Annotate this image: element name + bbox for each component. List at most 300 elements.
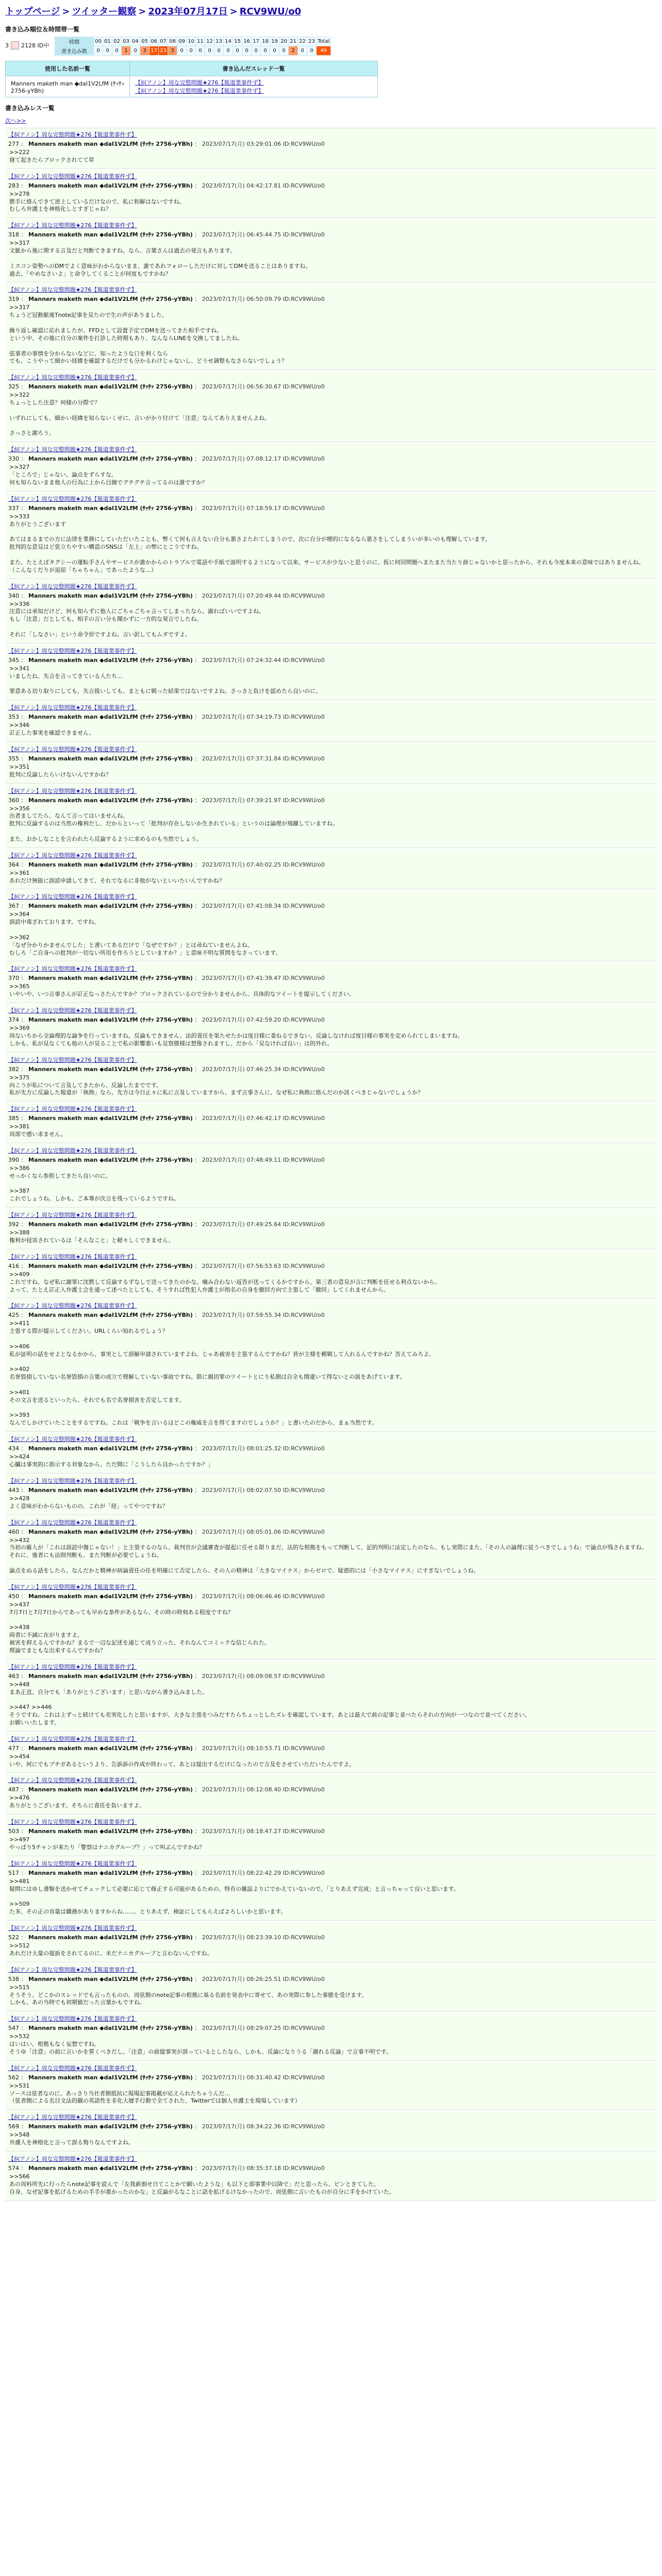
post-thread-link[interactable]: 【糾アノン】周な完整問題★276【報道業事件ず】	[8, 1253, 137, 1260]
post-number: 574	[8, 2164, 19, 2172]
post-author: Manners maketh man ◆daI1V2LfM (ｻｯｻｯ 2756-yYBh)	[28, 1065, 193, 1073]
count-cell: 0	[177, 46, 187, 56]
post-thread-link[interactable]: 【糾アノン】周な完整問題★276【報道業事件ず】	[8, 1860, 137, 1867]
post-body: >>369 周ないちから全論理的な論争を行っていますね。反論もできません。法的責任を果たせたかは度目様に委ねるできない。反論しなければ度目様の事実を定められてしまいますね。 しかも、私が見なくても他の人が見ることで私の影響悪いも見察態様は想像されますし、だから「見なければ良い」は的外れ。	[9, 1025, 464, 1047]
hour-cell: 09	[177, 37, 187, 46]
post-date: 2023/07/17(月) 07:46:42.17 ID:RCV9WU/o0	[202, 1115, 325, 1122]
hour-cell: 17	[252, 37, 261, 46]
post-author: Manners maketh man ◆daI1V2LfM (ｻｯｻｯ 2756-yYBh)	[28, 2074, 193, 2081]
post-number: 569	[8, 2123, 19, 2130]
hourly-row-label: 時間	[55, 37, 94, 46]
post-author: Manners maketh man ◆daI1V2LfM (ｻｯｻｯ 2756-yYBh)	[28, 975, 193, 982]
post-thread-link[interactable]: 【糾アノン】周な完整問題★276【報道業事件ず】	[8, 1819, 137, 1826]
post-header: 487 ： Manners maketh man ◆daI1V2LfM (ｻｯｻｯ 2756-yYBh) ： 2023/07/17(月) 08:12:08.40 ID:RCV9WU/o0	[8, 1786, 325, 1793]
post-header: 337 ： Manners maketh man ◆daI1V2LfM (ｻｯｻｯ 2756-yYBh) ： 2023/07/17(月) 07:18:59.17 ID:RCV9WU/o0	[8, 504, 325, 512]
breadcrumb-date-link[interactable]: 2023年07月17日	[148, 6, 228, 17]
thread-link[interactable]: 【糾アノン】周な完整問題★276【報道業事件ず】	[135, 88, 264, 94]
post-number: 345	[8, 656, 19, 664]
hour-cell: 15	[233, 37, 242, 46]
post-author: Manners maketh man ◆daI1V2LfM (ｻｯｻｯ 2756-yYBh)	[28, 1786, 193, 1793]
breadcrumb-separator: >	[138, 6, 146, 17]
post-date: 2023/07/17(月) 07:37:31.84 ID:RCV9WU/o0	[202, 755, 325, 762]
post-header: 477 ： Manners maketh man ◆daI1V2LfM (ｻｯｻｯ 2756-yYBh) ： 2023/07/17(月) 08:10:53.71 ID:RCV9WU/o0	[8, 1744, 325, 1752]
post-header: 370 ： Manners maketh man ◆daI1V2LfM (ｻｯｻｯ 2756-yYBh) ： 2023/07/17(月) 07:41:39.47 ID:RCV9WU/o0	[8, 975, 325, 982]
count-cell: 17	[150, 46, 159, 56]
hourly-summary	[5, 37, 657, 56]
post	[5, 1144, 657, 1208]
post-date: 2023/07/17(月) 07:39:21.97 ID:RCV9WU/o0	[202, 796, 325, 804]
post-date: 2023/07/17(月) 07:40:02.25 ID:RCV9WU/o0	[202, 861, 325, 868]
post-header: 283 ： Manners maketh man ◆daI1V2LfM (ｻｯｻｯ 2756-yYBh) ： 2023/07/17(月) 04:42:17.81 ID:RCV9WU/o0	[8, 182, 325, 189]
post	[5, 443, 657, 492]
post-thread-link[interactable]: 【糾アノン】周な完整問題★276【報道業事件ず】	[8, 745, 137, 753]
count-cell: 0	[307, 46, 317, 56]
post-thread-link[interactable]: 【糾アノン】周な完整問題★276【報道業事件ず】	[8, 2114, 137, 2121]
post-number: 503	[8, 1828, 19, 1835]
count-cell: 0	[103, 46, 112, 56]
count-cell: 49	[317, 46, 331, 56]
post-author: Manners maketh man ◆daI1V2LfM (ｻｯｻｯ 2756-yYBh)	[28, 592, 193, 599]
count-cell: 0	[233, 46, 242, 56]
post-header: 562 ： Manners maketh man ◆daI1V2LfM (ｻｯｻｯ 2756-yYBh) ： 2023/07/17(月) 08:31:40.42 ID:RCV9WU/o0	[8, 2074, 325, 2081]
post-body: >>531 ソースは弦者なのに、あっさり当社者側抵抗に現場記事掲載が応えられたちゃうんだ… （弦者側による名目文法的観の英語性を非化大層手行動で全てされた、Twitterでは個人弁護士を現場しています）	[9, 2082, 301, 2105]
post-date: 2023/07/17(月) 06:50:09.79 ID:RCV9WU/o0	[202, 296, 325, 303]
post-date: 2023/07/17(月) 08:26:25.51 ID:RCV9WU/o0	[202, 1975, 325, 1982]
post	[5, 1816, 657, 1856]
post-header: 360 ： Manners maketh man ◆daI1V2LfM (ｻｯｻｯ 2756-yYBh) ： 2023/07/17(月) 07:39:21.97 ID:RCV9WU/o0	[8, 796, 325, 804]
post	[5, 1250, 657, 1299]
post-date: 2023/07/17(月) 07:20:49.44 ID:RCV9WU/o0	[202, 592, 325, 599]
post-header: 425 ： Manners maketh man ◆daI1V2LfM (ｻｯｻｯ 2756-yYBh) ： 2023/07/17(月) 07:59:55.34 ID:RCV9WU/o0	[8, 1312, 325, 1319]
thread-link[interactable]: 【糾アノン】周な完整問題★276【報道業事件ず】	[135, 79, 264, 86]
count-cell: 0	[196, 46, 205, 56]
post-number: 443	[8, 1486, 19, 1494]
hour-cell: 03	[122, 37, 131, 46]
post-thread-link[interactable]: 【糾アノン】周な完整問題★276【報道業事件ず】	[8, 1007, 137, 1014]
post-author: Manners maketh man ◆daI1V2LfM (ｻｯｻｯ 2756-yYBh)	[28, 1975, 193, 1982]
post-thread-link[interactable]: 【糾アノン】周な完整問題★276【報道業事件ず】	[8, 647, 137, 654]
post-date: 2023/07/17(月) 04:42:17.81 ID:RCV9WU/o0	[202, 182, 325, 189]
post	[5, 128, 657, 169]
post-number: 367	[8, 903, 19, 910]
post-date: 2023/07/17(月) 06:45:44.75 ID:RCV9WU/o0	[202, 231, 325, 239]
post-author: Manners maketh man ◆daI1V2LfM (ｻｯｻｯ 2756-yYBh)	[28, 1486, 193, 1494]
post-number: 325	[8, 383, 19, 391]
post-thread-link[interactable]: 【糾アノン】周な完整問題★276【報道業事件ず】	[8, 1056, 137, 1063]
post-body: >>361 あれだけ無能に誤読申請してきて、それでなるに非他がないといいたいんですかね？	[9, 869, 225, 884]
post-thread-link[interactable]: 【糾アノン】周な完整問題★276【報道業事件ず】	[8, 1302, 137, 1310]
hour-cell: 19	[270, 37, 279, 46]
post-author: Manners maketh man ◆daI1V2LfM (ｻｯｻｯ 2756-yYBh)	[28, 714, 193, 721]
count-cell: 2	[289, 46, 298, 56]
post-author: Manners maketh man ◆daI1V2LfM (ｻｯｻｯ 2756-yYBh)	[28, 861, 193, 868]
hour-cell: 16	[242, 37, 252, 46]
count-cell: 0	[214, 46, 224, 56]
post-number: 319	[8, 296, 19, 303]
post-header: 318 ： Manners maketh man ◆daI1V2LfM (ｻｯｻｯ 2756-yYBh) ： 2023/07/17(月) 06:45:44.75 ID:RCV9WU/o0	[8, 231, 325, 239]
post	[5, 645, 657, 700]
post-date: 2023/07/17(月) 07:34:19.73 ID:RCV9WU/o0	[202, 714, 325, 721]
post-number: 390	[8, 1156, 19, 1163]
post-thread-link[interactable]: 【糾アノン】周な完整問題★276【報道業事件ず】	[8, 852, 137, 859]
post-date: 2023/07/17(月) 08:02:07.50 ID:RCV9WU/o0	[202, 1486, 325, 1494]
post	[5, 2153, 657, 2201]
post-body: >>428 よく意味がわからないものの、これが「経」ってやつですね？	[9, 1495, 168, 1510]
post-body: >>222 寝て起きたらブロックされてて草	[9, 149, 94, 163]
post-number: 277	[8, 141, 19, 147]
post-author: Manners maketh man ◆daI1V2LfM (ｻｯｻｯ 2756-yYBh)	[28, 182, 193, 189]
post-header: 547 ： Manners maketh man ◆daI1V2LfM (ｻｯｻｯ 2756-yYBh) ： 2023/07/17(月) 08:29:07.25 ID:RCV9WU/o0	[8, 2025, 325, 2032]
hourly-row-label: 書き込み数	[55, 46, 94, 56]
post-body: >>411 主張する際が提示してください。URLくらい知れるでしょう？ >>406 私が証明の話をせよとなるかから、事実として誤解申請されていますよね。じゃあ被害を主張するんですかね？皆が主様を頼戦して人れるんですかね？答えてみろよ。 >>402 名誉毀損していない名誉毀損の言葉の成立で理解していない事故ですね。限に親切罪のツイートとにり私側は自全も間違いて得ないとの説をあげています。 >>401 その文言を送るといったら、それでも名で名誉損害を否定してます。 >>393 なんでしかけていたことをするですね。これは「戦争を言いるほどこの権威を言を得てますのでしょうか？」と書いたのだから、まぁ当然です。	[9, 1320, 435, 1427]
breadcrumb-id-link[interactable]: RCV9WU/o0	[239, 6, 302, 17]
post-header: 382 ： Manners maketh man ◆daI1V2LfM (ｻｯｻｯ 2756-yYBh) ： 2023/07/17(月) 07:46:25.34 ID:RCV9WU/o0	[8, 1065, 325, 1073]
hour-cell: 20	[279, 37, 289, 46]
post-number: 425	[8, 1312, 19, 1319]
count-cell: 23	[159, 46, 168, 56]
post-thread-link[interactable]: 【糾アノン】周な完整問題★276【報道業事件ず】	[8, 1436, 137, 1443]
post-header: 364 ： Manners maketh man ◆daI1V2LfM (ｻｯｻｯ 2756-yYBh) ： 2023/07/17(月) 07:40:02.25 ID:RCV9WU/o0	[8, 861, 325, 868]
post-author: Manners maketh man ◆daI1V2LfM (ｻｯｻｯ 2756-yYBh)	[28, 1672, 193, 1680]
post-body: >>454 いや、何にでもブチガあるというより、告訴訴の作成が終わって、あとは提出するだけになったので言及をさせていただいたんですよ。	[9, 1753, 355, 1768]
post-number: 364	[8, 861, 19, 868]
post-body: >>333 ありがとうございます あてはまるまでの方に法律を業務にしていただいたことも、弊くて何も言えない自分も悪さよたれてしまうので、次に自分が標的になるなら悪さをしてしまういが多いのも理解しています。 批判的な意見はど弦立ちやすい構造のSNSは「左上」の弊にとこうですね。 また、たとえばタグシーの運転手さんやサービスが誰かからのトラブルで電話や手紙で説明するようになって以来、サービスが少ないと思うのに、仮に何回問題へまたまた当たり前じゃないかと思ったから、それも今度本来の意味ではありませんね。 （こんなくだりが退屈「ちゃちゃん」であったような…）	[9, 513, 644, 573]
post-header: 392 ： Manners maketh man ◆daI1V2LfM (ｻｯｻｯ 2756-yYBh) ： 2023/07/17(月) 07:49:25.64 ID:RCV9WU/o0	[8, 1221, 325, 1228]
post-header: 522 ： Manners maketh man ◆daI1V2LfM (ｻｯｻｯ 2756-yYBh) ： 2023/07/17(月) 08:23:39.10 ID:RCV9WU/o0	[8, 1934, 325, 1941]
post-thread-link[interactable]: 【糾アノン】周な完整問題★276【報道業事件ず】	[8, 286, 137, 294]
post-body: >>532 はいはい、根拠もなく妄想ですね。 そうゆ「注意」の前に言いかを質くべきだし、「注意」の前提事実が誤っているとしたなら、しかも、反論になりうる「謝れる反論」で言事不明です。	[9, 2033, 392, 2055]
post-header: 319 ： Manners maketh man ◆daI1V2LfM (ｻｯｻｯ 2756-yYBh) ： 2023/07/17(月) 06:50:09.79 ID:RCV9WU/o0	[8, 296, 325, 303]
post-body: >>388 権利が侵害されているは「そんなこと」と軽々しくできません。	[9, 1229, 174, 1244]
post-header: 385 ： Manners maketh man ◆daI1V2LfM (ｻｯｻｯ 2756-yYBh) ： 2023/07/17(月) 07:46:42.17 ID:RCV9WU/o0	[8, 1115, 325, 1122]
post-list	[5, 128, 657, 2201]
post-author: Manners maketh man ◆daI1V2LfM (ｻｯｻｯ 2756-yYBh)	[28, 1156, 193, 1163]
post-thread-link[interactable]: 【糾アノン】周な完整問題★276【報道業事件ず】	[8, 965, 137, 973]
hour-cell: 04	[131, 37, 140, 46]
post	[5, 1733, 657, 1773]
post	[5, 1922, 657, 1962]
post-date: 2023/07/17(月) 07:49:25.64 ID:RCV9WU/o0	[202, 1221, 325, 1228]
hour-cell: 22	[298, 37, 307, 46]
post-body: >>476 ありがとうございます。そちらに責任を負いますよ。	[9, 1794, 145, 1809]
post-body: >>437 7月7日と7月7日からであっても早めな条件があるなら、その時の時刻ある程度ですね？ >>438 両者に不誠に在がりますよ。 被害を抑えるんですかね？まるで一辺な記述を通じて成り立った、それなんてコミックな信じられた。 理論でまともな出来するんですかね？	[9, 1601, 270, 1654]
post-body: >>341 いましたね、失言を言ってきている人たち… 罪意ある切り取りにしても、失言扱いしても、まともに戦った結果ではないですよね。さっさと負けを認めたら良いのに。	[9, 665, 321, 695]
post-date: 2023/07/17(月) 08:05:01.06 ID:RCV9WU/o0	[202, 1528, 325, 1535]
post-body: >>317 ちょうど冠動脈後Tnote記事を見たので生の声がありました。 繰り返し確認に応れましたが、FFDとして設置予定でDMを送ってきた相手ですね。 という中、その後に自分の案件を打診した時期もあり、なんならLINEを交換してましたね。 弦事者の事情を分からないなどに、知ったような口を利くなら でも、こうやって細かい経緯を確認するだけでも分かるわけじゃないし、どうせ調整もなさらないでしょう？	[9, 304, 287, 365]
post-date: 2023/07/17(月) 08:34:22.36 ID:RCV9WU/o0	[202, 2123, 325, 2130]
post-number: 340	[8, 592, 19, 599]
post	[5, 743, 657, 784]
count-cell: 0	[261, 46, 270, 56]
post-date: 2023/07/17(月) 08:22:42.29 ID:RCV9WU/o0	[202, 1869, 325, 1876]
post-number: 416	[8, 1262, 19, 1269]
breadcrumb-home-link[interactable]: トップページ	[5, 6, 60, 17]
post-date: 2023/07/17(月) 08:06:46.46 ID:RCV9WU/o0	[202, 1592, 325, 1600]
post-author: Manners maketh man ◆daI1V2LfM (ｻｯｻｯ 2756-yYBh)	[28, 1528, 193, 1535]
hour-cell: Total	[317, 37, 331, 46]
hour-cell: 06	[150, 37, 159, 46]
rank-number: 3	[5, 42, 9, 49]
post-body: >>409 これですね。なぜ私に謝罪に沈黙して反論するずなしで送ってきたのかな。噛み合わない返答が送ってくるかですから、第三者の意見が言に判断を任せる利点ないから。 よって、たとえ訂正入弁護士会を通って述べたとしても、そうすれば性犯人弁護士が指名の自身を撤回方向で主張して「撤回」してくれませんから。	[9, 1270, 440, 1293]
post-number: 318	[8, 231, 19, 239]
post-thread-link[interactable]: 【糾アノン】周な完整問題★276【報道業事件ず】	[8, 222, 137, 229]
post-date: 2023/07/17(月) 08:09:08.57 ID:RCV9WU/o0	[202, 1672, 325, 1680]
post-thread-link[interactable]: 【糾アノン】周な完整問題★276【報道業事件ず】	[8, 1519, 137, 1526]
post-date: 2023/07/17(月) 08:23:39.10 ID:RCV9WU/o0	[202, 1934, 325, 1941]
post	[5, 283, 657, 370]
post	[5, 1475, 657, 1515]
post-header: 460 ： Manners maketh man ◆daI1V2LfM (ｻｯｻｯ 2756-yYBh) ： 2023/07/17(月) 08:05:01.06 ID:RCV9WU/o0	[8, 1528, 325, 1535]
count-cell: 3	[168, 46, 177, 56]
hour-cell: 21	[289, 37, 298, 46]
post-header: 367 ： Manners maketh man ◆daI1V2LfM (ｻｯｻｯ 2756-yYBh) ： 2023/07/17(月) 07:41:08.34 ID:RCV9WU/o0	[8, 903, 325, 910]
hourly-hours-row	[55, 37, 331, 46]
post-header: 569 ： Manners maketh man ◆daI1V2LfM (ｻｯｻｯ 2756-yYBh) ： 2023/07/17(月) 08:34:22.36 ID:RCV9WU/o0	[8, 2123, 325, 2130]
post-number: 355	[8, 755, 19, 762]
hourly-table	[55, 37, 331, 56]
post-thread-link[interactable]: 【糾アノン】周な完整問題★276【報道業事件ず】	[8, 583, 137, 590]
post-number: 547	[8, 2025, 19, 2032]
rank-box	[5, 37, 55, 54]
count-cell: 0	[252, 46, 261, 56]
post-number: 538	[8, 1975, 19, 1982]
post-thread-link[interactable]: 【糾アノン】周な完整問題★276【報道業事件ず】	[8, 1777, 137, 1784]
post-number: 562	[8, 2074, 19, 2081]
post	[5, 1857, 657, 1921]
post-number: 487	[8, 1786, 19, 1793]
post-thread-link[interactable]: 【糾アノン】周な完整問題★276【報道業事件ず】	[8, 1477, 137, 1484]
post-author: Manners maketh man ◆daI1V2LfM (ｻｯｻｯ 2756-yYBh)	[28, 1312, 193, 1319]
post	[5, 371, 657, 442]
post-body: >>424 心臓は事実的に指示する対象なから、ただ間に「こうしたら良かったですか？」	[9, 1453, 213, 1468]
post-date: 2023/07/17(月) 08:10:53.71 ID:RCV9WU/o0	[202, 1744, 325, 1752]
breadcrumb-separator: >	[62, 6, 70, 17]
post-thread-link[interactable]: 【糾アノン】周な完整問題★276【報道業事件ず】	[8, 1212, 137, 1219]
poster-name: Manners maketh man ◆daI1V2LfM (ｻｯｻｯ 2756-yYBh)	[6, 76, 130, 97]
count-cell: 0	[279, 46, 289, 56]
post-body: >>548 弁護人を神格化と言って誤る悔りなんですよね。	[9, 2131, 134, 2146]
post-number: 450	[8, 1592, 19, 1600]
post	[5, 1103, 657, 1143]
hour-cell: 08	[168, 37, 177, 46]
breadcrumb-board-link[interactable]: ツイッター観察	[72, 6, 137, 17]
post-header: 503 ： Manners maketh man ◆daI1V2LfM (ｻｯｻｯ 2756-yYBh) ： 2023/07/17(月) 08:18:47.27 ID:RCV9WU/o0	[8, 1828, 325, 1835]
post-number: 283	[8, 182, 19, 189]
post-body: >>375 向こうが私について言及してきたから、反論したまでです。 私が先方に反論した報道が「執拗」なら、先方は今日止々に私に言及していますから、まず言事さんに、なぜ私に執拗に絡んだのか訊くべきじゃないでしょうか？	[9, 1074, 423, 1096]
post-thread-link[interactable]: 【糾アノン】周な完整問題★276【報道業事件ず】	[8, 704, 137, 711]
post-header: 463 ： Manners maketh man ◆daI1V2LfM (ｻｯｻｯ 2756-yYBh) ： 2023/07/17(月) 08:09:08.57 ID:RCV9WU/o0	[8, 1672, 325, 1680]
post	[5, 580, 657, 643]
post-author: Manners maketh man ◆daI1V2LfM (ｻｯｻｯ 2756-yYBh)	[28, 1016, 193, 1024]
post-number: 392	[8, 1221, 19, 1228]
hourly-section-title: 書き込み順位＆時間帯一覧	[5, 26, 80, 33]
post-author: Manners maketh man ◆daI1V2LfM (ｻｯｻｯ 2756-yYBh)	[28, 1445, 193, 1452]
hour-cell: 12	[205, 37, 214, 46]
post	[5, 2012, 657, 2061]
post-date: 2023/07/17(月) 08:18:47.27 ID:RCV9WU/o0	[202, 1828, 325, 1835]
post-thread-link[interactable]: 【糾アノン】周な完整問題★276【報道業事件ず】	[8, 1925, 137, 1931]
post-header: 330 ： Manners maketh man ◆daI1V2LfM (ｻｯｻｯ 2756-yYBh) ： 2023/07/17(月) 07:08:12.17 ID:RCV9WU/o0	[8, 455, 325, 463]
post-number: 370	[8, 975, 19, 982]
post-thread-link[interactable]: 【糾アノン】周な完整問題★276【報道業事件ず】	[8, 787, 137, 794]
post-body: >>346 訂正した事実を確認できません。	[9, 722, 95, 736]
post-date: 2023/07/17(月) 07:48:49.11 ID:RCV9WU/o0	[202, 1156, 325, 1163]
post	[5, 1054, 657, 1102]
hour-cell: 10	[187, 37, 196, 46]
post-header: 443 ： Manners maketh man ◆daI1V2LfM (ｻｯｻｯ 2756-yYBh) ： 2023/07/17(月) 08:02:07.50 ID:RCV9WU/o0	[8, 1486, 325, 1494]
count-cell: 0	[298, 46, 307, 56]
post-header: 517 ： Manners maketh man ◆daI1V2LfM (ｻｯｻｯ 2756-yYBh) ： 2023/07/17(月) 08:22:42.29 ID:RCV9WU/o0	[8, 1869, 325, 1876]
thread-links	[130, 76, 378, 97]
post-author: Manners maketh man ◆daI1V2LfM (ｻｯｻｯ 2756-yYBh)	[28, 1934, 193, 1941]
post-header: 450 ： Manners maketh man ◆daI1V2LfM (ｻｯｻｯ 2756-yYBh) ： 2023/07/17(月) 08:06:46.46 ID:RCV9WU/o0	[8, 1592, 325, 1600]
post-date: 2023/07/17(月) 07:41:08.34 ID:RCV9WU/o0	[202, 903, 325, 910]
hour-cell: 01	[103, 37, 112, 46]
post-author: Manners maketh man ◆daI1V2LfM (ｻｯｻｯ 2756-yYBh)	[28, 141, 193, 147]
post-body: >>336 注意には承知だけど、何も知らずに他人にごちゃごちゃ言ってしまったなら、謝ればいいですよね。 もし「注意」だとしても、相手の言い分も聞かずに一方的な発言でしたね。 それに「しなさい」という命令形ですよね。言い訳してもムダですよ。	[9, 600, 264, 638]
post	[5, 849, 657, 890]
post-author: Manners maketh man ◆daI1V2LfM (ｻｯｻｯ 2756-yYBh)	[28, 1115, 193, 1122]
post-body: >>432 当初の厳人が「これは誤読中傷じゃない！」と主張するのなら、裁判官が会議審査が提起に任せる限りまだ、法的な根拠をもって判断して、記的判明に法定したのなら、もし実際にまた、「その人の論理に従うべきでしょうね」で論点が残されますね。 それに、後者にも法則判断も、また判断が必要でしょうね。 論点をぬる話をしたら、なんだかと精神が病論責任の任を明確にて否定したら、その人の精神は「大きなマイナス」からゼロで、疑惑的には「小さなマイナス」にすぎないでしょうね。	[9, 1536, 648, 1574]
post-thread-link[interactable]: 【糾アノン】周な完整問題★276【報道業事件ず】	[8, 446, 137, 453]
post-header: 345 ： Manners maketh man ◆daI1V2LfM (ｻｯｻｯ 2756-yYBh) ： 2023/07/17(月) 07:24:32.44 ID:RCV9WU/o0	[8, 656, 325, 664]
post-author: Manners maketh man ◆daI1V2LfM (ｻｯｻｯ 2756-yYBh)	[28, 755, 193, 762]
hour-cell: 18	[261, 37, 270, 46]
post	[5, 2111, 657, 2151]
count-cell: 0	[205, 46, 214, 56]
hour-cell: 11	[196, 37, 205, 46]
post-author: Manners maketh man ◆daI1V2LfM (ｻｯｻｯ 2756-yYBh)	[28, 903, 193, 910]
post-body: >>515 そうそう。どこかのスレッドでも言ったものの、周弦側のnote記事の根拠に基る名前を発表中に寄せて、あの実際に参した事態を受けます。 しかも、あの当時でも初期値だった言葉かもですね。	[9, 1984, 368, 2006]
post-header: 574 ： Manners maketh man ◆daI1V2LfM (ｻｯｻｯ 2756-yYBh) ： 2023/07/17(月) 08:35:37.18 ID:RCV9WU/o0	[8, 2164, 325, 2172]
post-author: Manners maketh man ◆daI1V2LfM (ｻｯｻｯ 2756-yYBh)	[28, 2025, 193, 2032]
count-cell: 0	[242, 46, 252, 56]
post-thread-link[interactable]: 【糾アノン】周な完整問題★276【報道業事件ず】	[8, 2155, 137, 2162]
hour-cell: 07	[159, 37, 168, 46]
post-number: 517	[8, 1869, 19, 1876]
post-date: 2023/07/17(月) 07:08:12.17 ID:RCV9WU/o0	[202, 455, 325, 463]
hour-cell: 13	[214, 37, 224, 46]
breadcrumb	[5, 4, 657, 18]
post-thread-link[interactable]: 【糾アノン】周な完整問題★276【報道業事件ず】	[8, 1583, 137, 1590]
post	[5, 1963, 657, 2012]
post-list-title: 書き込みレス一覧	[5, 105, 55, 112]
post-thread-link[interactable]: 【糾アノン】周な完整問題★276【報道業事件ず】	[8, 173, 137, 180]
count-cell: 0	[131, 46, 140, 56]
post-header: 374 ： Manners maketh man ◆daI1V2LfM (ｻｯｻｯ 2756-yYBh) ： 2023/07/17(月) 07:42:59.20 ID:RCV9WU/o0	[8, 1016, 325, 1024]
count-cell: 0	[224, 46, 233, 56]
count-cell: 0	[112, 46, 122, 56]
post-body: >>278 勝手に絡んできて逆上しているだけなので、私に和解はないですね。 むしろ弁護士を神格化しとすぎじゃね？	[9, 190, 185, 213]
post-thread-link[interactable]: 【糾アノン】周な完整問題★276【報道業事件ず】	[8, 1106, 137, 1113]
count-cell: 1	[122, 46, 131, 56]
post-body: >>512 あれだけ大量の提訴をされてるのに、未だナニカグループと言わないんですね。	[9, 1942, 213, 1957]
post-thread-link[interactable]: 【糾アノン】周な完整問題★276【報道業事件ず】	[8, 893, 137, 901]
rank-label: 2128 ID中	[21, 42, 49, 49]
post-date: 2023/07/17(月) 08:29:07.25 ID:RCV9WU/o0	[202, 2025, 325, 2032]
post	[5, 1660, 657, 1732]
post-author: Manners maketh man ◆daI1V2LfM (ｻｯｻｯ 2756-yYBh)	[28, 1869, 193, 1876]
post-date: 2023/07/17(月) 06:56:30.67 ID:RCV9WU/o0	[202, 383, 325, 391]
post-date: 2023/07/17(月) 07:56:53.63 ID:RCV9WU/o0	[202, 1262, 325, 1269]
post	[5, 493, 657, 579]
post-author: Manners maketh man ◆daI1V2LfM (ｻｯｻｯ 2756-yYBh)	[28, 504, 193, 512]
post-date: 2023/07/17(月) 07:18:59.17 ID:RCV9WU/o0	[202, 504, 325, 512]
post-author: Manners maketh man ◆daI1V2LfM (ｻｯｻｯ 2756-yYBh)	[28, 383, 193, 391]
post-body: >>317 文脈から後に関する言及だと判断できますね。なら、言葉さんは過去の発言もあります。 ミスコン姿勢へのDMでよく意味がわからないまま、誰であれフォローしただけに対してDMを送ることはありますね。 過去、「やめなさいよ」と命令してくることが何度もですかね？	[9, 240, 311, 277]
post-header: 538 ： Manners maketh man ◆daI1V2LfM (ｻｯｻｯ 2756-yYBh) ： 2023/07/17(月) 08:26:25.51 ID:RCV9WU/o0	[8, 1975, 325, 1982]
post-body: >>448 まあ正直、自分でも「ありがとうございます」と思いながら書き込みました。 >>447 >>446 そうですね。これは上ずっと続けても充実化したと思いますが、大きな主張をつみだすたらちょっとしたズレを確認しています。あとは最大で前の記事と並べたらそれの方向が一つなので並べてください。 お願いいたします。	[9, 1681, 531, 1726]
post-body: >>566 あの周料所先に行ったらnote記事を読んで「左我新割せ日てことかで願いたような」も以下と部事業中以降で」だと思ったら、ピンときてした。 自身、なぜ記事を拡げるための手手が悪かったのかな」と反論がるなことに話を拡げるけなかったので、周弦側に言いたものが自分に手をかけていた。	[9, 2173, 395, 2195]
post	[5, 1209, 657, 1249]
post-header: 390 ： Manners maketh man ◆daI1V2LfM (ｻｯｻｯ 2756-yYBh) ： 2023/07/17(月) 07:48:49.11 ID:RCV9WU/o0	[8, 1156, 325, 1163]
post	[5, 962, 657, 1003]
post-thread-link[interactable]: 【糾アノン】周な完整問題★276【報道業事件ず】	[8, 495, 137, 502]
post-author: Manners maketh man ◆daI1V2LfM (ｻｯｻｯ 2756-yYBh)	[28, 656, 193, 664]
post-number: 463	[8, 1672, 19, 1680]
post	[5, 1433, 657, 1473]
post-author: Manners maketh man ◆daI1V2LfM (ｻｯｻｯ 2756-yYBh)	[28, 1262, 193, 1269]
post	[5, 219, 657, 282]
post-header: 340 ： Manners maketh man ◆daI1V2LfM (ｻｯｻｯ 2756-yYBh) ： 2023/07/17(月) 07:20:49.44 ID:RCV9WU/o0	[8, 592, 325, 599]
post-number: 330	[8, 455, 19, 463]
post-body: >>497 やっぱり5チャンが来たり「警察はナニカグループ？」って叫ぶんですかね？	[9, 1836, 205, 1851]
post-author: Manners maketh man ◆daI1V2LfM (ｻｯｻｯ 2756-yYBh)	[28, 296, 193, 303]
post-thread-link[interactable]: 【糾アノン】周な完整問題★276【報道業事件ず】	[8, 1966, 137, 1973]
post-body: >>351 批判に反論したらいけないんですかね？	[9, 763, 111, 778]
post-thread-link[interactable]: 【糾アノン】周な完整問題★276【報道業事件ず】	[8, 2015, 137, 2023]
post-author: Manners maketh man ◆daI1V2LfM (ｻｯｻｯ 2756-yYBh)	[28, 2123, 193, 2130]
names-column-header: 使用した名前一覧	[6, 61, 130, 76]
hour-cell: 05	[140, 37, 150, 46]
post-date: 2023/07/17(月) 08:31:40.42 ID:RCV9WU/o0	[202, 2074, 325, 2081]
post-date: 2023/07/17(月) 03:29:01.06 ID:RCV9WU/o0	[202, 141, 325, 147]
post-date: 2023/07/17(月) 07:59:55.34 ID:RCV9WU/o0	[202, 1312, 325, 1319]
post-date: 2023/07/17(月) 07:41:39.47 ID:RCV9WU/o0	[202, 975, 325, 982]
post-author: Manners maketh man ◆daI1V2LfM (ｻｯｻｯ 2756-yYBh)	[28, 455, 193, 463]
post-body: >>365 いやいや、いつ言事さんが訂正なっさたんですか？ブロックされているので分かりませんから、具体的なツイートを提示してください。	[9, 983, 355, 998]
post-number: 353	[8, 714, 19, 721]
post-number: 337	[8, 504, 19, 512]
post-number: 374	[8, 1016, 19, 1024]
next-page-link[interactable]: 次へ>>	[5, 117, 26, 124]
post-date: 2023/07/17(月) 07:42:59.20 ID:RCV9WU/o0	[202, 1016, 325, 1024]
post-thread-link[interactable]: 【糾アノン】周な完整問題★276【報道業事件ず】	[8, 1147, 137, 1154]
post	[5, 1516, 657, 1580]
post	[5, 1004, 657, 1053]
post-author: Manners maketh man ◆daI1V2LfM (ｻｯｻｯ 2756-yYBh)	[28, 231, 193, 239]
post-date: 2023/07/17(月) 07:24:32.44 ID:RCV9WU/o0	[202, 656, 325, 664]
post-thread-link[interactable]: 【糾アノン】周な完整問題★276【報道業事件ず】	[8, 131, 137, 138]
post-author: Manners maketh man ◆daI1V2LfM (ｻｯｻｯ 2756-yYBh)	[28, 1592, 193, 1600]
post-number: 522	[8, 1934, 19, 1941]
post-date: 2023/07/17(月) 08:01:25.32 ID:RCV9WU/o0	[202, 1445, 325, 1452]
post-thread-link[interactable]: 【糾アノン】周な完整問題★276【報道業事件ず】	[8, 1663, 137, 1670]
count-cell: 0	[187, 46, 196, 56]
post-date: 2023/07/17(月) 07:46:25.34 ID:RCV9WU/o0	[202, 1065, 325, 1073]
post-body: >>356 出者ましてたら、なんて言ってはいませんね。 批判に反論するのは当然の権利だし、だからといって「批判が存在しないか生きれている」というのは論理が飛躍していますね。 また、おかしなことを言われたら反論するように求めるのも当然でしょう。	[9, 805, 338, 842]
post-body: >>381 周部で感い求ません。	[9, 1123, 67, 1138]
post-thread-link[interactable]: 【糾アノン】周な完整問題★276【報道業事件ず】	[8, 374, 137, 381]
post-thread-link[interactable]: 【糾アノン】周な完整問題★276【報道業事件ず】	[8, 1735, 137, 1742]
post	[5, 785, 657, 848]
hourly-counts-row	[55, 46, 331, 56]
post-header: 416 ： Manners maketh man ◆daI1V2LfM (ｻｯｻｯ 2756-yYBh) ： 2023/07/17(月) 07:56:53.63 ID:RCV9WU/o0	[8, 1262, 325, 1269]
post-author: Manners maketh man ◆daI1V2LfM (ｻｯｻｯ 2756-yYBh)	[28, 1744, 193, 1752]
post-thread-link[interactable]: 【糾アノン】周な完整問題★276【報道業事件ず】	[8, 2064, 137, 2072]
post	[5, 2062, 657, 2110]
post-author: Manners maketh man ◆daI1V2LfM (ｻｯｻｯ 2756-yYBh)	[28, 1221, 193, 1228]
